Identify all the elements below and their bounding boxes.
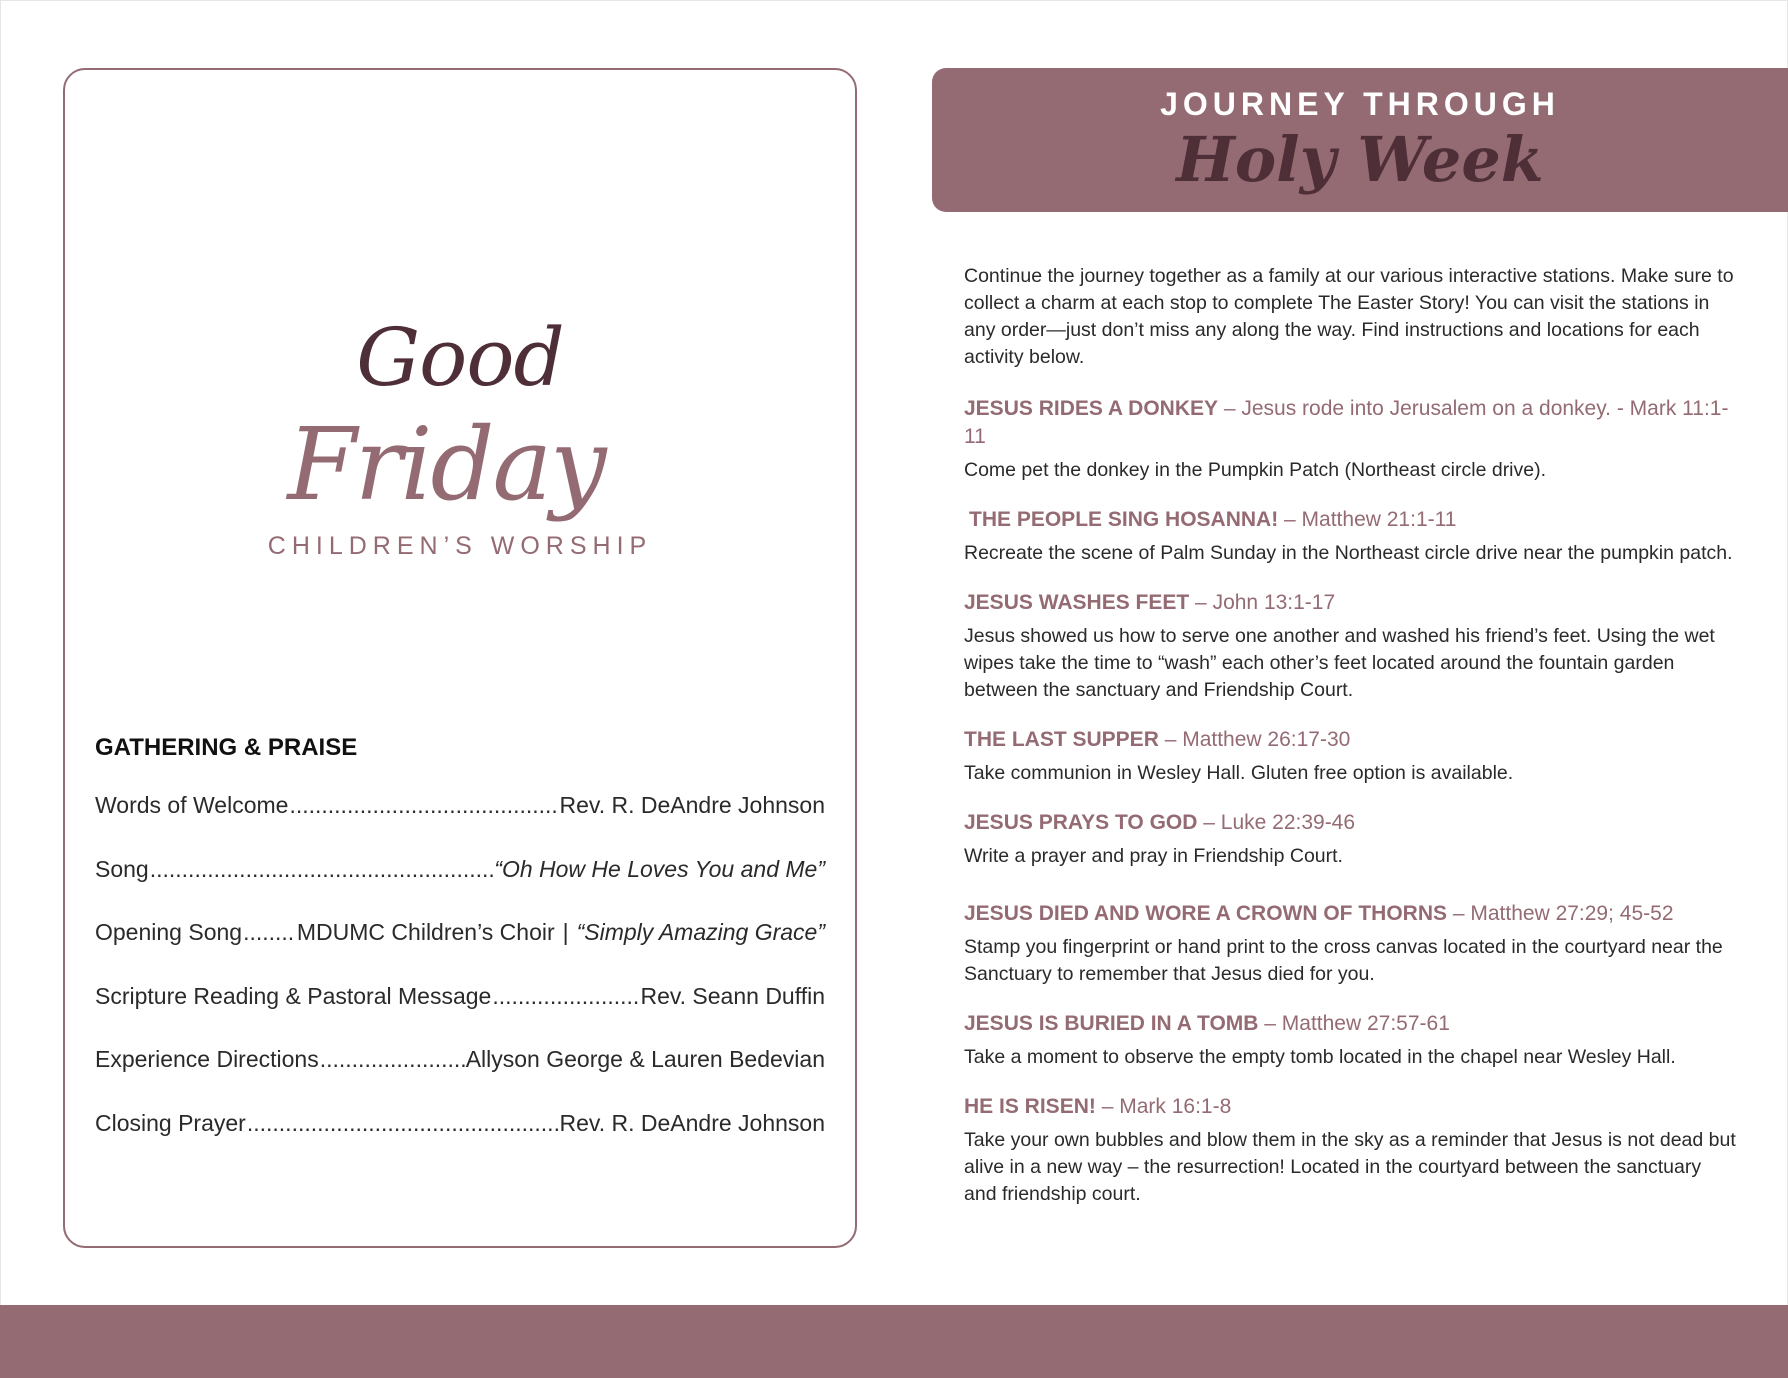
station-description: Come pet the donkey in the Pumpkin Patch (Northeast circle drive). — [964, 459, 1547, 481]
station-description: Recreate the scene of Palm Sunday in the Northeast circle drive near the pumpkin patch. — [964, 542, 1733, 564]
station-name: JESUS DIED AND WORE A CROWN OF THORNS — [964, 902, 1448, 925]
station-heading — [964, 809, 1736, 837]
leader-dots — [243, 919, 296, 946]
station-description: Take a moment to observe the empty tomb located in the chapel near Wesley Hall. — [964, 1046, 1676, 1068]
intro-paragraph: Continue the journey together as a family at our various interactive stations. Make sure to collect a charm at each stop to complete The Easter Story! You can visit the stations in any order—just don’t miss any along the way. Find instructions and locations for each activity below. — [964, 265, 1734, 368]
station-heading — [964, 589, 1736, 617]
station-item — [964, 900, 1736, 988]
order-item — [95, 983, 825, 1047]
order-item-value: Rev. R. DeAndre Johnson — [559, 1109, 825, 1136]
order-item-value: Rev. Seann Duffin — [640, 982, 825, 1009]
station-name: THE LAST SUPPER — [964, 728, 1159, 751]
station-description: Write a prayer and pray in Friendship Court. — [964, 845, 1343, 867]
order-item — [95, 1110, 825, 1174]
order-item-label: Scripture Reading & Pastoral Message — [95, 982, 492, 1009]
station-item — [964, 726, 1736, 787]
order-item-value: Allyson George & Lauren Bedevian — [465, 1046, 825, 1072]
order-item — [95, 919, 825, 983]
station-reference: – Mark 16:1-8 — [1095, 1095, 1232, 1118]
station-heading — [964, 900, 1736, 928]
leader-dots — [289, 792, 558, 819]
holy-week-banner — [932, 68, 1788, 212]
station-reference: – Matthew 21:1-11 — [1278, 508, 1457, 531]
leader-dots — [492, 983, 639, 1010]
station-item — [964, 1010, 1736, 1071]
order-item — [95, 856, 825, 920]
station-description: Take communion in Wesley Hall. Gluten free option is available. — [964, 762, 1514, 784]
station-heading — [964, 726, 1736, 754]
station-reference: – Jesus rode into Jerusalem on a donkey. - Mark 11:1-11 — [964, 397, 1729, 448]
station-item — [964, 589, 1736, 704]
station-name: THE PEOPLE SING HOSANNA! — [969, 508, 1279, 531]
station-item — [964, 506, 1736, 567]
banner-kicker: JOURNEY THROUGH — [1160, 86, 1560, 122]
order-item-label: Song — [95, 855, 149, 882]
order-item-value: MDUMC Children’s Choir — [296, 919, 555, 945]
order-item-label: Opening Song — [95, 919, 243, 945]
stations-content — [964, 263, 1736, 1208]
leader-dots — [320, 1046, 465, 1073]
order-item — [95, 1046, 825, 1110]
leader-dots — [150, 856, 494, 883]
leader-dots — [247, 1110, 559, 1137]
station-reference: – Matthew 27:57-61 — [1258, 1012, 1450, 1035]
order-item-separator: | — [562, 919, 569, 945]
order-item-label: Experience Directions — [95, 1046, 319, 1072]
section-title: GATHERING & PRAISE — [95, 734, 358, 761]
station-name: JESUS PRAYS TO GOD — [964, 811, 1198, 834]
footer-bar — [0, 1305, 1788, 1378]
station-description: Take your own bubbles and blow them in the sky as a reminder that Jesus is not dead but alive in a new way – the resurrection! Located in the courtyard between the sanctuary and friendship court. — [964, 1129, 1736, 1205]
station-name: JESUS RIDES A DONKEY — [964, 397, 1218, 420]
station-item — [964, 395, 1736, 484]
order-item-label: Closing Prayer — [95, 1109, 246, 1136]
station-item — [964, 1093, 1736, 1208]
station-heading — [964, 1010, 1736, 1038]
station-heading — [964, 395, 1736, 451]
station-reference: – John 13:1-17 — [1189, 591, 1336, 614]
order-item-value: Rev. R. DeAndre Johnson — [559, 792, 825, 818]
order-item-label: Words of Welcome — [95, 792, 289, 818]
order-item-value-secondary: “Simply Amazing Grace” — [576, 919, 825, 945]
order-item — [95, 792, 825, 856]
childrens-worship-subtitle: CHILDREN’S WORSHIP — [267, 532, 653, 560]
order-of-worship-card — [63, 68, 857, 1248]
station-heading — [969, 506, 1736, 534]
title-good: Good — [356, 311, 564, 404]
order-item-value: “Oh How He Loves You and Me” — [494, 855, 825, 882]
station-reference: – Matthew 26:17-30 — [1158, 728, 1351, 751]
station-item — [964, 809, 1736, 870]
station-description: Jesus showed us how to serve one another and washed his friend’s feet. Using the wet wipes take the time to “wash” each other’s feet located around the fountain garden between the sanctuary and Friendship Court. — [964, 625, 1715, 701]
station-heading — [964, 1093, 1736, 1121]
station-reference: – Luke 22:39-46 — [1197, 811, 1356, 834]
station-description: Stamp you fingerprint or hand print to the cross canvas located in the courtyard near the Sanctuary to remember that Jesus died for you. — [964, 936, 1723, 985]
banner-title: Holy Week — [1176, 123, 1544, 196]
station-name: JESUS WASHES FEET — [964, 591, 1190, 614]
station-name: JESUS IS BURIED IN A TOMB — [964, 1012, 1259, 1035]
station-reference: – Matthew 27:29; 45-52 — [1447, 902, 1674, 925]
station-name: HE IS RISEN! — [964, 1095, 1096, 1118]
title-friday: Friday — [287, 406, 605, 523]
order-list — [95, 792, 825, 1173]
